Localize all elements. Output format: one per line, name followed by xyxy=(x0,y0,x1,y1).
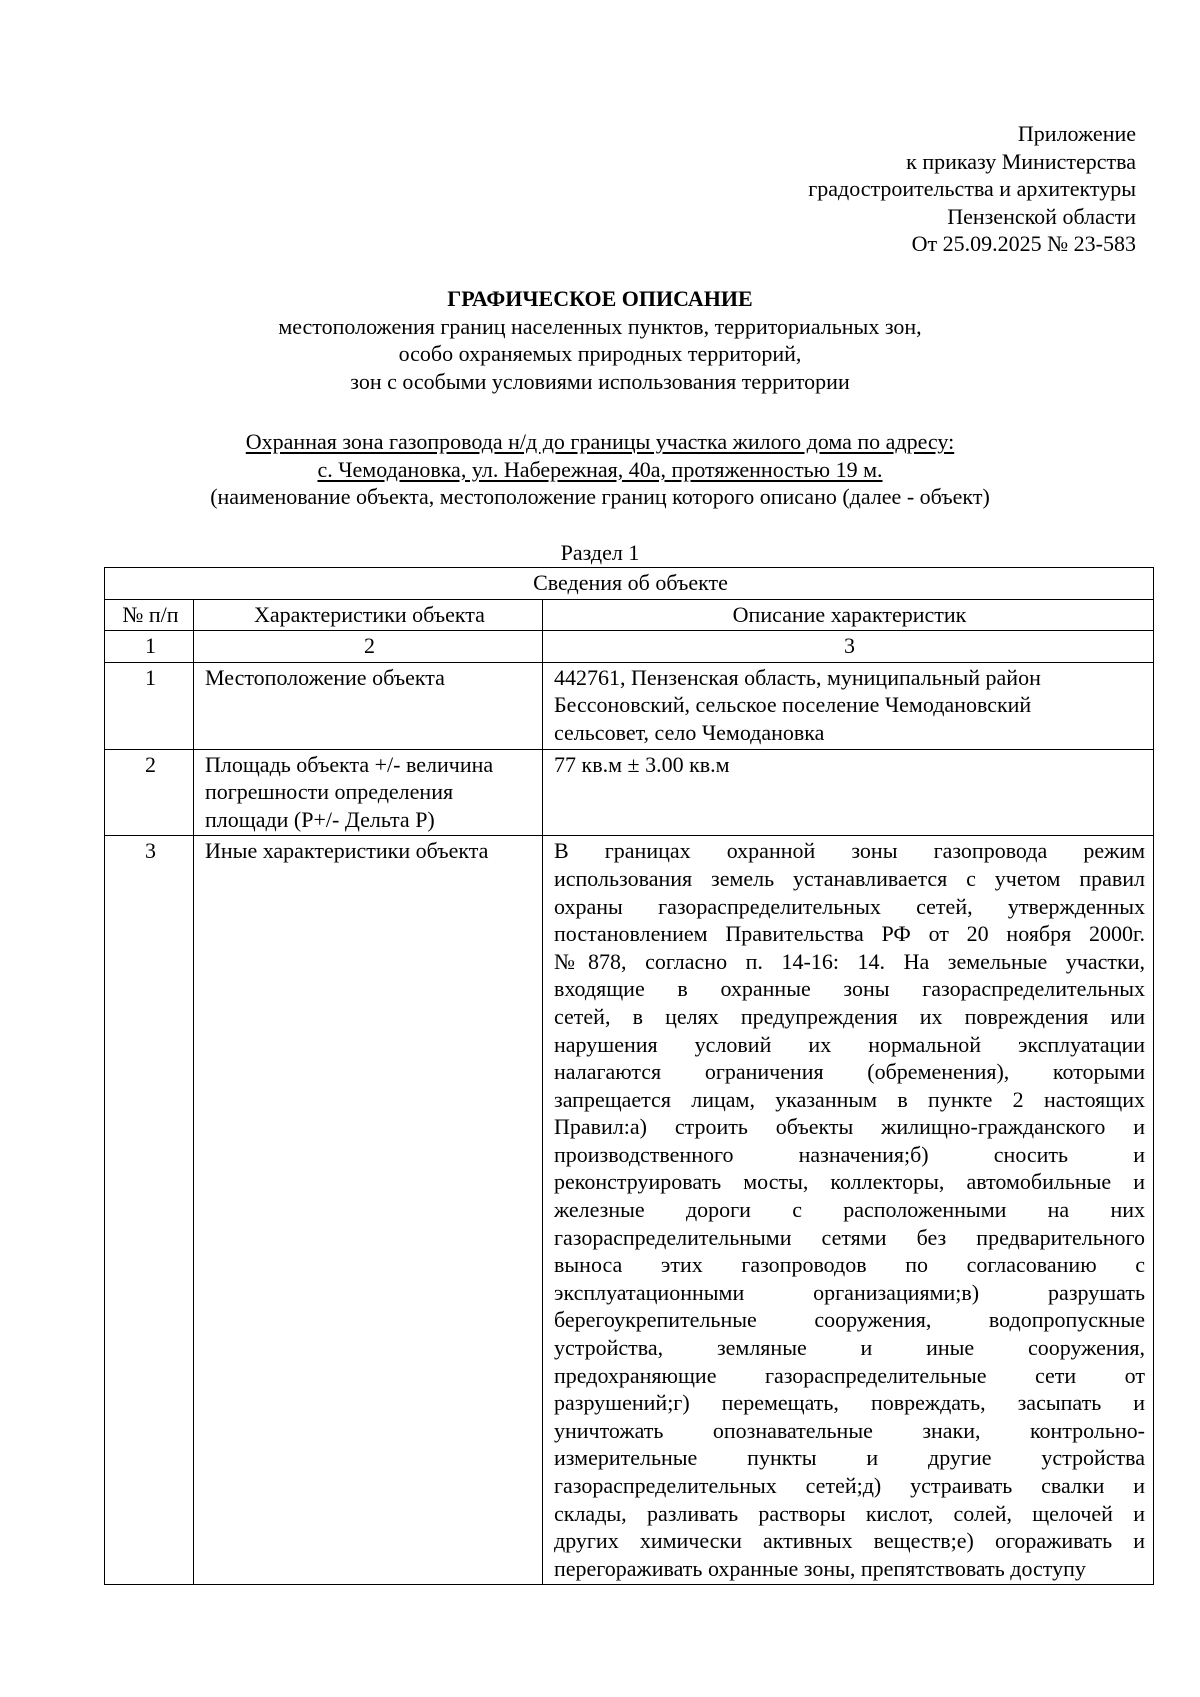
description-line: Бессоновский, сельское поселение Чемодановский xyxy=(554,692,1032,718)
column-header-number: № п/п xyxy=(105,599,194,631)
description-line: железные дороги с расположенными на них xyxy=(554,1197,1146,1223)
row-number: 1 xyxy=(105,662,194,749)
description-line: запрещается лицам, указанным в пункте 2 настоящих xyxy=(554,1086,1146,1112)
row-number: 2 xyxy=(105,749,194,836)
table-title-row xyxy=(105,568,1154,600)
row-characteristic: Иные характеристики объекта xyxy=(194,836,543,1585)
description-line: входящие в охранные зоны газораспределительных xyxy=(554,976,1146,1002)
column-number: 1 xyxy=(105,631,194,663)
description-line: перегораживать охранные зоны, препятствовать доступу xyxy=(554,1555,1086,1581)
subtitle-line: местоположения границ населенных пунктов, территориальных зон, xyxy=(278,313,922,339)
description-line: устройства, земляные и иные сооружения, xyxy=(554,1335,1146,1361)
document-heading xyxy=(40,285,1160,395)
subtitle-line: зон с особыми условиями использования территории xyxy=(350,368,850,394)
document-title: ГРАФИЧЕСКОЕ ОПИСАНИЕ xyxy=(447,286,753,311)
description-line: эксплуатационными организациями;в) разрушать xyxy=(554,1279,1146,1305)
row-number: 3 xyxy=(105,836,194,1585)
row-description: 77 кв.м ± 3.00 кв.м xyxy=(543,749,1154,836)
description-line: газораспределительных сетей;д) устраивать свалки и xyxy=(554,1473,1146,1498)
characteristic-line: погрешности определения xyxy=(205,779,454,805)
column-header-characteristic: Характеристики объекта xyxy=(194,599,543,631)
object-name-caption: (наименование объекта, местоположение границ которого описано (далее - объект) xyxy=(210,484,990,509)
table-row xyxy=(105,749,1154,836)
approval-block xyxy=(808,120,1136,258)
description-line: производственного назначения;б) сносить и xyxy=(554,1141,1146,1167)
column-number: 2 xyxy=(194,631,543,663)
description-line: охраны газораспределительных сетей, утвержденных xyxy=(554,893,1146,919)
description-line: 442761, Пензенская область, муниципальный район xyxy=(554,664,1041,690)
row-characteristic xyxy=(194,749,543,836)
table-header-row xyxy=(105,599,1154,631)
row-description xyxy=(543,662,1154,749)
section-label: Раздел 1 xyxy=(560,540,640,565)
description-line: сельсовет, село Чемодановка xyxy=(554,719,825,745)
description-line: реконструировать мосты, коллекторы, автомобильные и xyxy=(554,1169,1146,1195)
description-line: выноса этих газопроводов по согласованию с xyxy=(554,1252,1146,1278)
description-line: В границах охранной зоны газопровода режим xyxy=(554,838,1146,864)
description-line: сетей, в целях предупреждения их повреждения или xyxy=(554,1003,1146,1029)
approval-line: Пензенской области xyxy=(947,203,1136,229)
object-name-line: Охранная зона газопровода н/д до границы участка жилого дома по адресу: xyxy=(245,429,955,454)
object-name-line: с. Чемодановка, ул. Набережная, 40а, протяженностью 19 м. xyxy=(317,456,883,482)
description-line: использования земель устанавливается с учетом правил xyxy=(554,865,1146,891)
description-line: нарушения условий их нормальной эксплуатации xyxy=(554,1031,1146,1057)
approval-date-number: От 25.09.2025 № 23-583 xyxy=(911,231,1136,256)
description-line: уничтожать опознавательные знаки, контрольно- xyxy=(554,1417,1146,1443)
approval-line: к приказу Министерства xyxy=(906,148,1136,174)
approval-line: Приложение xyxy=(1017,121,1136,146)
description-line: Правил:а) строить объекты жилищно-гражданского и xyxy=(554,1114,1146,1140)
column-number: 3 xyxy=(543,631,1154,663)
description-line: других химически активных веществ;е) огораживать и xyxy=(554,1528,1146,1554)
description-line: №878, согласно п. 14-16: 14. На земельные участки, xyxy=(554,948,1146,974)
table-column-numbers-row xyxy=(105,631,1154,663)
description-line: измерительные пункты и другие устройства xyxy=(554,1445,1146,1471)
description-line: постановлением Правительства РФ от 20 ноября 2000г. xyxy=(554,921,1146,947)
description-line: налагаются ограничения (обременения), которыми xyxy=(554,1059,1146,1085)
description-line: предохраняющие газораспределительные сети от xyxy=(554,1362,1146,1388)
column-header-description: Описание характеристик xyxy=(543,599,1154,631)
description-line: газораспределительными сетями без предварительного xyxy=(554,1224,1146,1250)
approval-line: градостроительства и архитектуры xyxy=(808,176,1136,201)
subtitle-line: особо охраняемых природных территорий, xyxy=(398,341,802,366)
object-info-table xyxy=(104,567,1154,1585)
description-line: берегоукрепительные сооружения, водопропускные xyxy=(554,1307,1146,1333)
table-row xyxy=(105,836,1154,1585)
characteristic-line: Площадь объекта +/- величина xyxy=(205,751,494,777)
row-description xyxy=(543,836,1154,1585)
description-line: склады, разливать растворы кислот, солей, щелочей и xyxy=(554,1500,1146,1526)
description-line: разрушений;г) перемещать, повреждать, засыпать и xyxy=(554,1390,1146,1416)
object-name-block xyxy=(40,428,1160,511)
characteristic-line: площади (P+/- Дельта P) xyxy=(205,806,435,832)
table-row xyxy=(105,662,1154,749)
row-characteristic: Местоположение объекта xyxy=(194,662,543,749)
table-title: Сведения об объекте xyxy=(105,568,1154,600)
